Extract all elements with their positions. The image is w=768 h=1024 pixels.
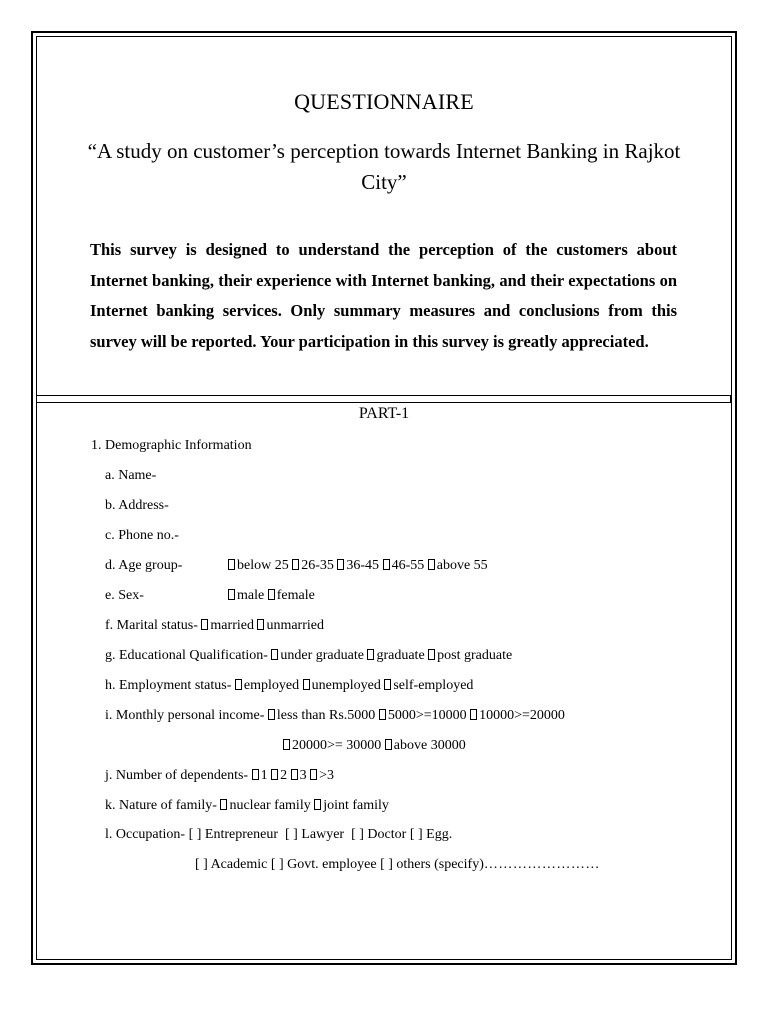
checkbox[interactable] [220, 799, 227, 810]
bracket-checkbox[interactable]: [ ] [409, 827, 423, 842]
option-label: 46-55 [391, 558, 425, 573]
sex-options [228, 587, 315, 605]
option-label: 36-45 [346, 558, 380, 573]
occupation-row-continued [195, 856, 600, 874]
option-label: 3 [299, 768, 307, 783]
income-row-continued [283, 737, 466, 755]
checkbox[interactable] [268, 589, 275, 600]
checkbox[interactable] [470, 709, 477, 720]
bracket-checkbox[interactable]: [ ] [285, 827, 298, 842]
checkbox[interactable] [235, 679, 242, 690]
family-label: k. Nature of family- [105, 798, 217, 813]
bracket-checkbox[interactable]: [ ] [270, 857, 284, 872]
bracket-checkbox[interactable]: [ ] [195, 857, 208, 872]
checkbox[interactable] [384, 679, 391, 690]
intro-paragraph: This survey is designed to understand the perception of the customers about Internet banking, their experience with Internet banking, and their expectations on Internet banking services. Only summary measures and conclusions from this survey will be reported. Your participation in this survey is greatly appreciated. [90, 240, 677, 351]
divider-endcap [730, 396, 732, 402]
dependents-row [105, 767, 334, 785]
option-label: under graduate [280, 648, 364, 663]
option-label: less than Rs.5000 [276, 708, 376, 723]
education-label: g. Educational Qualification- [105, 648, 268, 663]
checkbox[interactable] [337, 559, 344, 570]
option-label: Academic [210, 857, 268, 872]
option-label: unmarried [266, 618, 324, 633]
option-label: Lawyer [301, 827, 345, 842]
bracket-checkbox[interactable]: [ ] [188, 827, 202, 842]
checkbox[interactable] [379, 709, 386, 720]
option-label: Entrepreneur [204, 827, 278, 842]
checkbox[interactable] [314, 799, 321, 810]
checkbox[interactable] [271, 649, 278, 660]
checkbox[interactable] [367, 649, 374, 660]
checkbox[interactable] [310, 769, 317, 780]
option-label: 1 [260, 768, 268, 783]
checkbox[interactable] [228, 559, 235, 570]
marital-status-label: f. Marital status- [105, 618, 198, 633]
checkbox[interactable] [252, 769, 259, 780]
option-label: unemployed [311, 678, 381, 693]
education-row [105, 647, 512, 665]
option-label: nuclear family [229, 798, 311, 813]
checkbox[interactable] [283, 739, 290, 750]
income-row [105, 707, 565, 725]
dependents-label: j. Number of dependents- [105, 768, 249, 783]
option-label: above 30000 [393, 738, 466, 753]
option-label: 26-35 [301, 558, 334, 573]
checkbox[interactable] [201, 619, 208, 630]
age-group-options [228, 557, 488, 575]
age-group-label: d. Age group- [105, 558, 183, 573]
option-label: graduate [376, 648, 425, 663]
study-subtitle: “A study on customer’s perception towards Internet Banking in Rajkot City” [87, 139, 681, 194]
option-label: others (specify) [396, 857, 484, 872]
checkbox[interactable] [428, 559, 435, 570]
occupation-row [105, 826, 452, 844]
bracket-checkbox[interactable]: [ ] [380, 857, 393, 872]
checkbox[interactable] [271, 769, 278, 780]
sex-label: e. Sex- [105, 588, 144, 603]
option-label: employed [243, 678, 300, 693]
checkbox[interactable] [428, 649, 435, 660]
marital-status-row [105, 617, 324, 635]
checkbox[interactable] [303, 679, 310, 690]
family-row [105, 797, 389, 815]
address-label: b. Address- [105, 498, 169, 513]
name-label: a. Name- [105, 468, 157, 483]
phone-label: c. Phone no.- [105, 528, 179, 543]
option-label: married [210, 618, 254, 633]
option-label: below 25 [237, 558, 289, 573]
checkbox[interactable] [228, 589, 235, 600]
option-label: self-employed [393, 678, 474, 693]
specify-blank[interactable]: …………………… [483, 857, 600, 872]
checkbox[interactable] [385, 739, 392, 750]
option-label: Govt. employee [287, 857, 377, 872]
option-label: 20000>= 30000 [292, 738, 382, 753]
checkbox[interactable] [291, 769, 298, 780]
checkbox[interactable] [292, 559, 299, 570]
option-label: 2 [280, 768, 288, 783]
option-label: >3 [319, 768, 334, 783]
occupation-label: l. Occupation- [105, 827, 186, 842]
employment-label: h. Employment status- [105, 678, 232, 693]
page-title: QUESTIONNAIRE [294, 89, 474, 114]
section-heading: 1. Demographic Information [91, 438, 252, 453]
option-label: Egg. [426, 827, 453, 842]
option-label: post graduate [437, 648, 513, 663]
bracket-checkbox[interactable]: [ ] [351, 827, 364, 842]
checkbox[interactable] [383, 559, 390, 570]
option-label: 10000>=20000 [479, 708, 565, 723]
checkbox[interactable] [257, 619, 264, 630]
option-label: female [276, 588, 315, 603]
option-label: male [237, 588, 265, 603]
employment-row [105, 677, 473, 695]
section-divider [36, 395, 732, 403]
option-label: above 55 [436, 558, 488, 573]
checkbox[interactable] [268, 709, 275, 720]
part-heading: PART-1 [358, 405, 410, 422]
option-label: 5000>=10000 [387, 708, 467, 723]
income-label: i. Monthly personal income- [105, 708, 265, 723]
option-label: Doctor [367, 827, 407, 842]
option-label: joint family [323, 798, 389, 813]
